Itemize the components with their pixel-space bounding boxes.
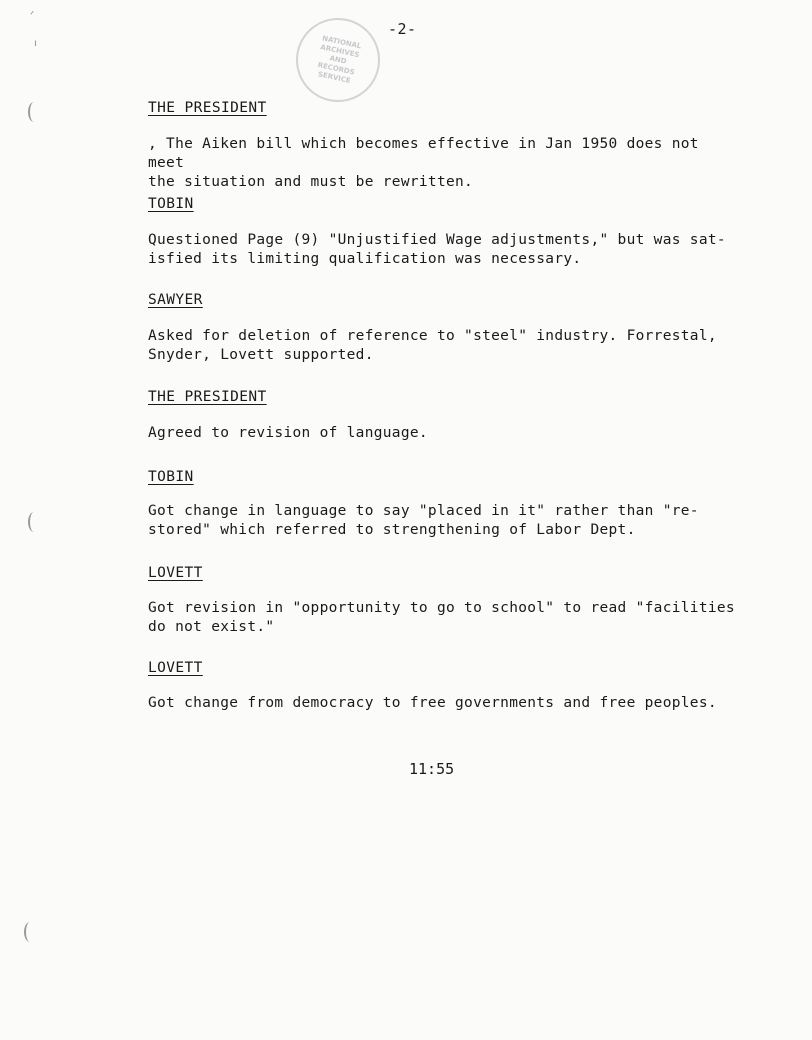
entry-text: Agreed to revision of language. bbox=[148, 425, 428, 441]
speaker-heading: TOBIN bbox=[148, 196, 194, 212]
speaker-heading: SAWYER bbox=[148, 292, 203, 308]
entry-text: , The Aiken bill which becomes effective in Jan 1950 does not meet the situation and must be rewritten. bbox=[148, 136, 699, 190]
page-number: -2- bbox=[388, 20, 417, 38]
margin-mark: ı bbox=[34, 38, 37, 49]
archive-stamp-text: NATIONAL ARCHIVES AND RECORDS SERVICE bbox=[317, 33, 363, 85]
speaker-heading: THE PRESIDENT bbox=[148, 100, 267, 116]
speaker-heading: LOVETT bbox=[148, 660, 203, 676]
speaker-heading: THE PRESIDENT bbox=[148, 389, 267, 405]
punch-hole-mark bbox=[24, 922, 36, 942]
entry-text: Questioned Page (9) "Unjustified Wage adjustments," but was sat- isfied its limiting qualification was necessary. bbox=[148, 232, 726, 267]
punch-hole-mark bbox=[28, 102, 40, 122]
time-stamp: 11:55 bbox=[409, 760, 455, 778]
archive-stamp bbox=[288, 10, 388, 110]
entry-text: Got revision in "opportunity to go to school" to read "facilities do not exist." bbox=[148, 600, 735, 635]
margin-mark: ᐟ bbox=[30, 10, 35, 21]
speaker-heading: TOBIN bbox=[148, 469, 194, 485]
speaker-heading: LOVETT bbox=[148, 565, 203, 581]
punch-hole-mark bbox=[28, 512, 40, 532]
entry-text: Got change from democracy to free governments and free peoples. bbox=[148, 695, 717, 711]
entry-text: Asked for deletion of reference to "steel" industry. Forrestal, Snyder, Lovett supported. bbox=[148, 328, 717, 363]
entry-text: Got change in language to say "placed in it" rather than "re- stored" which referred to strengthening of Labor Dept. bbox=[148, 503, 699, 538]
